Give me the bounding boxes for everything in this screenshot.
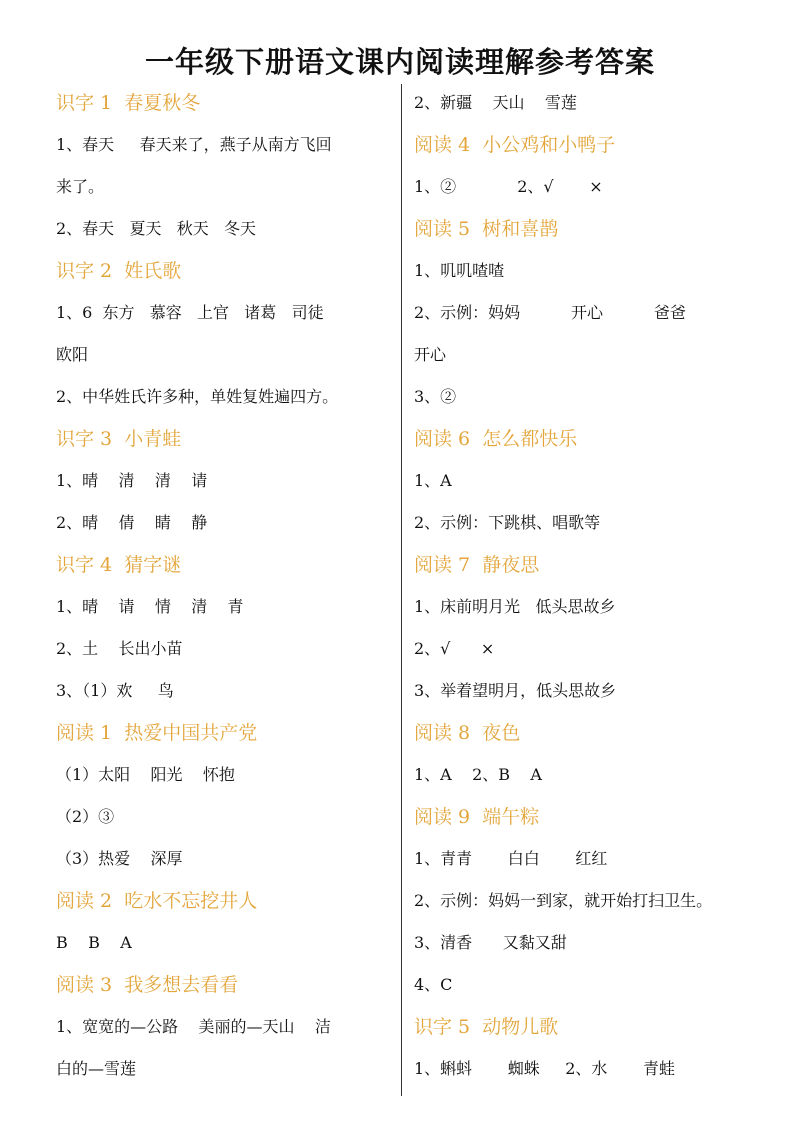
- answer-line: 1、晴 清 清 请: [56, 471, 208, 490]
- answer-line: （1）太阳 阳光 怀抱: [56, 765, 235, 784]
- answer-line: 1、6 东方 慕容 上官 诸葛 司徒: [56, 303, 324, 322]
- answer-line: 3、②: [414, 387, 457, 406]
- answer-line: 2、春天 夏天 秋天 冬天: [56, 219, 256, 238]
- answer-line: 2、新疆 天山 雪莲: [414, 93, 577, 112]
- answer-line: （2）③: [56, 807, 115, 826]
- left-column: [56, 82, 394, 1090]
- section-heading: 识字 2 姓氏歌: [56, 260, 182, 282]
- answer-line: 2、示例：下跳棋、唱歌等: [414, 513, 601, 532]
- page-title: 一年级下册语文课内阅读理解参考答案: [144, 45, 655, 79]
- section-heading: 识字 5 动物儿歌: [414, 1016, 559, 1038]
- answer-line: 来了。: [56, 177, 105, 196]
- answer-line: 1、春天 春天来了，燕子从南方飞回: [56, 135, 332, 154]
- section-heading: 阅读 7 静夜思: [414, 554, 540, 576]
- answer-line: 3、（1）欢 鸟: [56, 681, 174, 700]
- section-heading: 阅读 5 树和喜鹊: [414, 218, 559, 240]
- section-heading: 识字 4 猜字谜: [56, 554, 182, 576]
- section-heading: 阅读 3 我多想去看看: [56, 974, 239, 996]
- answer-line: 1、蝌蚪 蜘蛛 2、水 青蛙: [414, 1059, 675, 1078]
- answer-line: 1、晴 请 情 清 青: [56, 597, 244, 616]
- answer-line: 2、示例：妈妈 开心 爸爸: [414, 303, 686, 322]
- answer-line: 3、举着望明月，低头思故乡: [414, 681, 617, 700]
- section-heading: 阅读 8 夜色: [414, 722, 521, 744]
- answer-line: 1、A: [414, 471, 452, 490]
- answer-line: 开心: [414, 345, 447, 364]
- answer-line: 2、晴 倩 睛 静: [56, 513, 208, 532]
- right-column: [414, 82, 754, 1090]
- section-heading: 阅读 9 端午粽: [414, 806, 540, 828]
- answer-line: 3、清香 又黏又甜: [414, 933, 567, 952]
- answer-line: 2、土 长出小苗: [56, 639, 183, 658]
- answer-line: 1、② 2、√ ×: [414, 177, 603, 196]
- answer-line: 2、√ ×: [414, 639, 495, 658]
- answer-line: 1、A 2、B A: [414, 765, 542, 784]
- answer-line: 1、床前明月光 低头思故乡: [414, 597, 616, 616]
- answer-line: （3）热爱 深厚: [56, 849, 183, 868]
- section-heading: 阅读 4 小公鸡和小鸭子: [414, 134, 616, 156]
- answer-line: B B A: [56, 933, 132, 952]
- section-heading: 识字 1 春夏秋冬: [56, 92, 201, 114]
- answer-line: 1、叽叽喳喳: [414, 261, 505, 280]
- answer-line: 1、青青 白白 红红: [414, 849, 608, 868]
- answer-line: 白的—雪莲: [56, 1059, 137, 1078]
- answer-line: 4、C: [414, 975, 453, 994]
- section-heading: 阅读 2 吃水不忘挖井人: [56, 890, 258, 912]
- answer-line: 1、宽宽的—公路 美丽的—天山 洁: [56, 1017, 331, 1036]
- answer-line: 2、示例：妈妈一到家，就开始打扫卫生。: [414, 891, 713, 910]
- answer-line: 欧阳: [56, 345, 89, 364]
- column-divider: [401, 84, 402, 1096]
- section-heading: 阅读 1 热爱中国共产党: [56, 722, 258, 744]
- answer-line: 2、中华姓氏许多种，单姓复姓遍四方。: [56, 387, 339, 406]
- section-heading: 识字 3 小青蛙: [56, 428, 182, 450]
- section-heading: 阅读 6 怎么都快乐: [414, 428, 578, 450]
